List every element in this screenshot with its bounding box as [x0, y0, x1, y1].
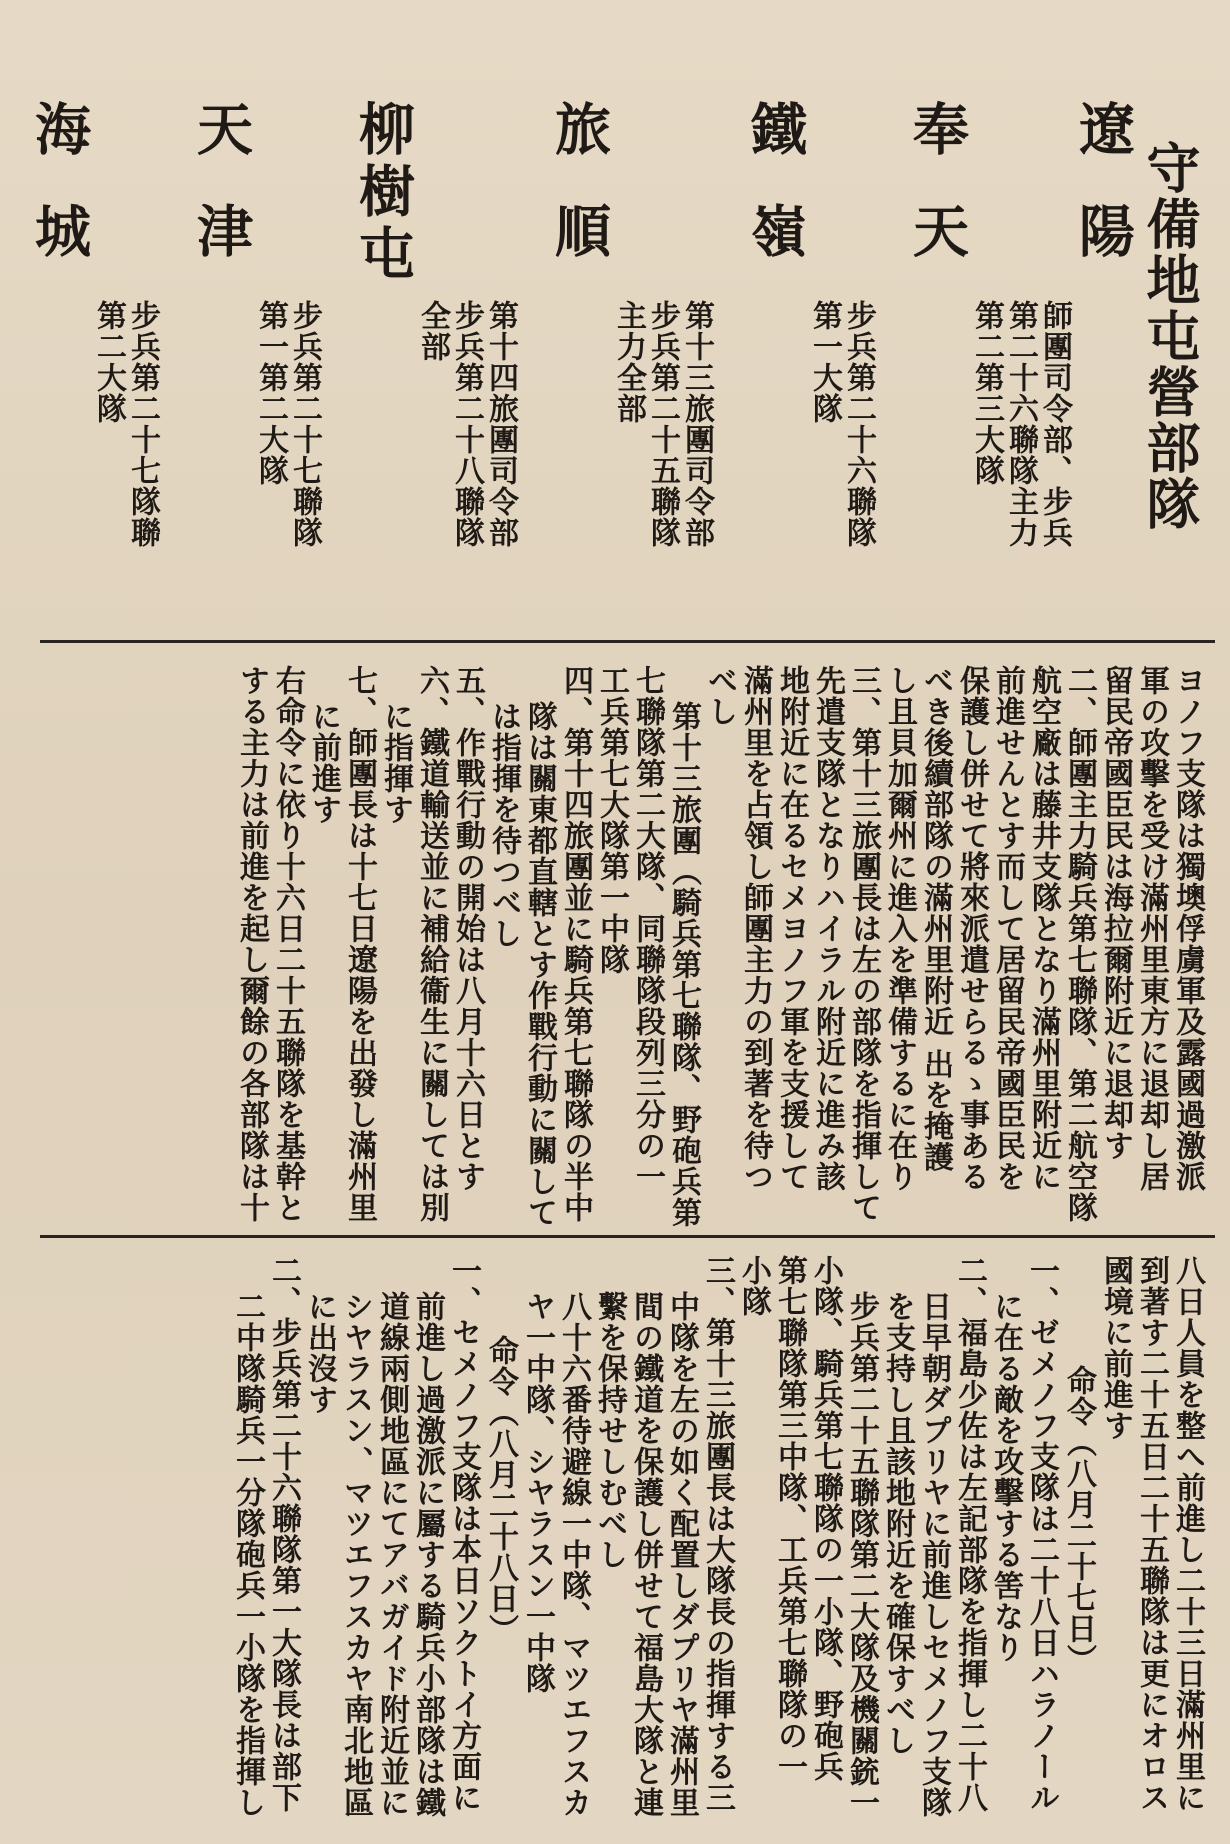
text-line: 道線兩側地區にてアバガイド附近並に: [374, 1291, 409, 1818]
text-line: に指揮す: [378, 701, 413, 825]
place-fengtian: 奉天: [904, 100, 970, 304]
text-line: に在る敵を攻擊する筈なり: [988, 1291, 1023, 1663]
text-line: 四、第十四旅團並に騎兵第七聯隊の半中: [558, 665, 593, 1223]
text-line: 一、ゼメノフ支隊は二十八日ハラノール: [1024, 1255, 1059, 1813]
unit-line: 師團司令部、步兵: [1037, 300, 1072, 548]
unit-line: 步兵第二十七聯隊: [287, 300, 322, 548]
text-line: する主力は前進を起し爾餘の各部隊は十: [234, 665, 269, 1223]
unit-line: 第一第二大隊: [253, 300, 288, 486]
text-line: 留民帝國臣民は海拉爾附近に退却す: [1098, 665, 1133, 1161]
unit-line: 第十三旅團司令部: [679, 300, 714, 548]
place-liushutun: 柳樹屯: [350, 100, 416, 286]
text-line: 小隊、騎兵第七聯隊の一小隊、野砲兵: [808, 1255, 843, 1782]
text-line: 二、步兵第二十六聯隊第一大隊長は部下: [266, 1255, 301, 1813]
unit-line: 第二第三大隊: [969, 300, 1004, 486]
unit-line: 步兵第二十五聯隊: [645, 300, 680, 548]
text-line: 滿州里を占領し師團主力の到著を待つ: [738, 665, 773, 1192]
text-line: 中隊を左の如く配置しダプリヤ滿州里: [664, 1291, 699, 1818]
text-line: 保護し併せて將來派遣せらるゝ事ある: [954, 665, 989, 1192]
text-line: 七聯隊第二大隊、同聯隊段列三分の一: [630, 665, 665, 1192]
text-line: 二、福島少佐は左記部隊を指揮し二十八: [952, 1255, 987, 1813]
text-line: 六、鐵道輸送並に補給衞生に關しては別: [414, 665, 449, 1223]
text-line: 小隊: [736, 1255, 771, 1317]
text-line: 到著す二十五日二十五聯隊は更にオロス: [1134, 1255, 1169, 1813]
text-line: シヤラスン、マツエフスカヤ南北地區: [338, 1291, 373, 1818]
text-line: 一、セメノフ支隊は本日ソクトイ方面に: [446, 1255, 481, 1813]
unit-line: 第一大隊: [807, 300, 842, 424]
text-line: 步兵第二十五聯隊第二大隊及機關銃一: [844, 1291, 879, 1818]
text-line: 八日人員を整へ前進し二十三日滿州里に: [1170, 1255, 1205, 1813]
text-line: 三、第十三旅團長は大隊長の指揮する三: [700, 1255, 735, 1813]
unit-line: 第十四旅團司令部: [483, 300, 518, 548]
section-orders-2: [40, 1255, 1205, 1820]
text-line: 日早朝ダプリヤに前進しセメノフ支隊: [916, 1291, 951, 1818]
place-lushun: 旅順: [546, 100, 612, 304]
text-line: 二、師團主力騎兵第七聯隊、第二航空隊: [1062, 665, 1097, 1223]
text-line: 第十三旅團（騎兵第七聯隊、野砲兵第: [666, 701, 701, 1228]
text-line: 二中隊騎兵一分隊砲兵一小隊を指揮し: [230, 1291, 265, 1818]
unit-line: 全部: [415, 300, 450, 362]
unit-line: 步兵第二十六聯隊: [841, 300, 876, 548]
text-line: 先遣支隊となりハイラル附近に進み該: [810, 665, 845, 1192]
text-line: 繫を保持せしむべし: [592, 1291, 627, 1570]
text-line: を支持し且該地附近を確保すべし: [880, 1291, 915, 1756]
order-heading: 命令（八月二十七日）: [1061, 1365, 1096, 1675]
text-line: 前進し過激派に屬する騎兵小部隊は鐵: [410, 1291, 445, 1818]
text-line: 隊は關東都直轄とす作戰行動に關して: [522, 701, 557, 1228]
place-liaoyang: 遼陽: [1070, 100, 1136, 304]
divider-2: [40, 1235, 1215, 1238]
text-line: 地附近に在るセメヨノフ軍を支援して: [774, 665, 809, 1192]
text-line: 右命令に依り十六日二十五聯隊を基幹と: [270, 665, 305, 1223]
text-line: に出沒す: [302, 1291, 337, 1415]
place-haicheng: 海城: [26, 100, 92, 304]
text-line: 五、作戰行動の開始は八月十六日とす: [450, 665, 485, 1192]
section-garrison: [26, 60, 1205, 635]
text-line: 航空廠は藤井支隊となり滿州里附近に: [1026, 665, 1061, 1192]
section-orders-1: [40, 665, 1205, 1230]
text-line: に前進す: [306, 701, 341, 825]
place-tianjin: 天津: [188, 100, 254, 304]
section-title: 守備地屯營部隊: [1138, 140, 1202, 532]
unit-line: 步兵第二十七隊聯: [125, 300, 160, 548]
unit-line: 步兵第二十八聯隊: [449, 300, 484, 548]
text-line: 八十六番待避線一中隊、マツエフスカ: [556, 1291, 591, 1818]
text-line: 軍の攻擊を受け滿州里東方に退却し居: [1134, 665, 1169, 1192]
text-line: べし: [702, 665, 737, 727]
text-line: 第七聯隊第三中隊、工兵第七聯隊の一: [772, 1255, 807, 1782]
unit-line: 第二十六聯隊主力: [1003, 300, 1038, 548]
text-line: 前進せんとす而して居留民帝國臣民を: [990, 665, 1025, 1192]
text-line: べき後續部隊の滿州里附近 出を掩護: [918, 665, 953, 1173]
text-line: ヨノフ支隊は獨墺俘虜軍及露國過激派: [1170, 665, 1205, 1192]
divider-1: [40, 640, 1215, 643]
place-tieling: 鐵嶺: [742, 100, 808, 304]
text-line: 工兵第七大隊第一中隊: [594, 665, 629, 975]
text-line: 間の鐵道を保護し併せて福島大隊と連: [628, 1291, 663, 1818]
text-line: は指揮を待つべし: [486, 701, 521, 949]
text-line: 七、師團長は十七日遼陽を出發し滿州里: [342, 665, 377, 1223]
unit-line: 主力全部: [611, 300, 646, 424]
text-line: ヤ一中隊、シヤラスン一中隊: [520, 1291, 555, 1694]
text-line: 國境に前進す: [1098, 1255, 1133, 1441]
order-heading: 命令（八月二十八日）: [483, 1335, 518, 1645]
text-line: 三、第十三旅團長は左の部隊を指揮して: [846, 665, 881, 1223]
text-line: し且貝加爾州に進入を準備するに在り: [882, 665, 917, 1192]
unit-line: 第二大隊: [91, 300, 126, 424]
